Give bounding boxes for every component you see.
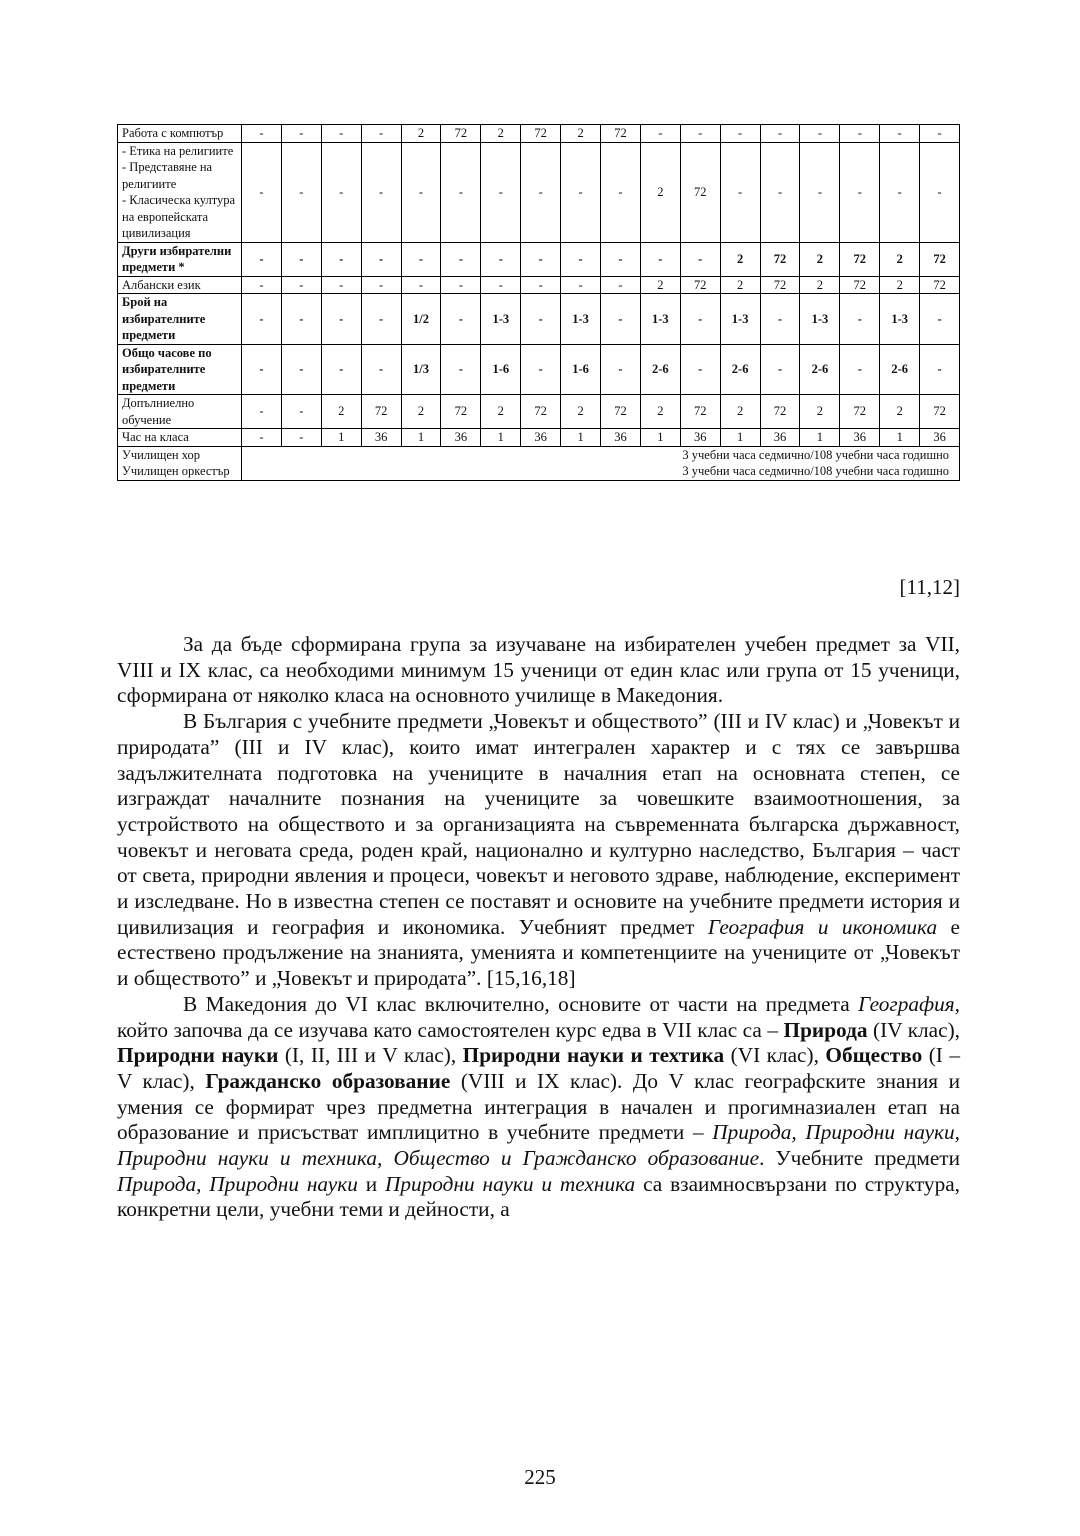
table-cell: 1 xyxy=(800,429,840,447)
table-cell: - xyxy=(401,242,441,276)
table-cell: - xyxy=(561,142,601,242)
table-row xyxy=(118,395,960,429)
table-cell: 2 xyxy=(640,276,680,294)
paragraph-1: За да бъде сформирана група за изучаване на избирателен учебен предмет за VII, VIII и IX клас, са необходими минимум 15 ученици от един клас или група от 15 ученици, сформирана от няколко класа на основното училище в Македония. xyxy=(117,632,960,708)
table-cell: - xyxy=(840,344,880,395)
table-cell: - xyxy=(401,142,441,242)
table-cell: - xyxy=(720,142,760,242)
page-number: 225 xyxy=(524,1465,556,1489)
table-cell: - xyxy=(361,294,401,345)
table-cell: - xyxy=(760,294,800,345)
table-cell: 2 xyxy=(481,125,521,143)
table-cell: 72 xyxy=(840,276,880,294)
table-cell: - xyxy=(601,294,641,345)
table-cell: 2 xyxy=(561,125,601,143)
table-cell: - xyxy=(481,242,521,276)
merged-cell xyxy=(242,446,960,480)
table-cell: - xyxy=(920,344,960,395)
table-cell: 2 xyxy=(720,395,760,429)
table-cell: 2-6 xyxy=(880,344,920,395)
table-cell: 2 xyxy=(401,125,441,143)
table-cell: 72 xyxy=(840,395,880,429)
table-cell: 72 xyxy=(680,276,720,294)
table-cell: 1-6 xyxy=(561,344,601,395)
table-row xyxy=(118,294,960,345)
table-cell: 2 xyxy=(800,395,840,429)
table-cell: - xyxy=(760,344,800,395)
table-cell: - xyxy=(521,294,561,345)
table-cell: 72 xyxy=(840,242,880,276)
table-cell: - xyxy=(481,276,521,294)
table-cell: - xyxy=(720,125,760,143)
table-cell: - xyxy=(601,276,641,294)
table-cell: - xyxy=(281,142,321,242)
table-cell: 2 xyxy=(880,276,920,294)
table-cell: - xyxy=(242,242,282,276)
curriculum-table xyxy=(117,124,960,481)
table-cell: - xyxy=(321,344,361,395)
table-cell: 2 xyxy=(880,395,920,429)
table-cell: - xyxy=(281,395,321,429)
table-cell: 1-3 xyxy=(880,294,920,345)
table-cell: - xyxy=(361,276,401,294)
table-cell: 72 xyxy=(521,125,561,143)
table-cell: - xyxy=(242,344,282,395)
table-cell: - xyxy=(321,242,361,276)
table-cell: 36 xyxy=(521,429,561,447)
table-cell: - xyxy=(840,142,880,242)
table-cell: - xyxy=(281,294,321,345)
table-cell: - xyxy=(321,125,361,143)
table-cell: - xyxy=(521,242,561,276)
table-cell: - xyxy=(242,142,282,242)
table-cell: - xyxy=(640,242,680,276)
table-cell: - xyxy=(800,142,840,242)
table-cell: 2 xyxy=(800,276,840,294)
table-cell: 72 xyxy=(441,125,481,143)
table-cell: 1 xyxy=(481,429,521,447)
table-cell: 1 xyxy=(720,429,760,447)
table-cell: 72 xyxy=(920,276,960,294)
table-row xyxy=(118,429,960,447)
table-cell: - xyxy=(441,276,481,294)
table-cell: 36 xyxy=(680,429,720,447)
table-cell: - xyxy=(361,142,401,242)
table-cell: - xyxy=(840,125,880,143)
paragraph-2: В България с учебните предмети „Човекът и обществото” (III и IV клас) и „Човекът и природата” (III и IV клас), които имат интегрален характер и с тях се завършва задължителната подготовка на учениците в началния етап на основната степен, се изграждат началните познания на учениците за човешките взаимоотношения, за устройството на обществото и за организацията на съвременната българска държавност, човекът и неговата среда, роден край, национално и културно наследство, България – част от света, природни явления и процеси, човекът и неговото здраве, наблюдение, експеримент и изследване. Но в известна степен се поставят и основите на учебните предмети история и цивилизация и география и икономика. Учебният предмет География и икономика е естествено продължение на знанията, уменията и компетенциите на учениците от „Човекът и обществото” и „Човекът и природата”. [15,16,18] xyxy=(117,709,960,991)
table-cell: - xyxy=(680,125,720,143)
row-label: Час на класа xyxy=(118,429,242,447)
table-row xyxy=(118,446,960,480)
table-cell: - xyxy=(361,242,401,276)
table-cell: 72 xyxy=(680,395,720,429)
table-cell: 36 xyxy=(920,429,960,447)
table-cell: 72 xyxy=(760,242,800,276)
table-cell: 72 xyxy=(361,395,401,429)
table-cell: 72 xyxy=(601,125,641,143)
table-row xyxy=(118,142,960,242)
table-cell: - xyxy=(441,142,481,242)
table-cell: 2-6 xyxy=(720,344,760,395)
paragraph-3: В Македония до VI клас включително, основите от части на предмета География, който започва да се изучава като самостоятелен курс едва в VII клас са – Природа (IV клас), Природни науки (I, II, III и V клас), Природни науки и техтика (VI клас), Общество (I – V клас), Гражданско образование (VIII и IX клас). До V клас географските знания и умения се формират чрез предметна интеграция в начален и прогимназиален етап на образование и присъстват имплицитно в учебните предмети – Природа, Природни науки, Природни науки и техника, Общество и Гражданско образование. Учебните предмети Природа, Природни науки и Природни науки и техника са взаимносвързани по структура, конкретни цели, учебни теми и дейности, а xyxy=(117,991,961,1222)
table-cell: 36 xyxy=(601,429,641,447)
table-cell: - xyxy=(880,142,920,242)
table-cell: - xyxy=(321,294,361,345)
table-cell: - xyxy=(281,429,321,447)
table-cell: - xyxy=(680,344,720,395)
table-cell: - xyxy=(242,294,282,345)
table-cell: 2 xyxy=(640,395,680,429)
table-cell: 2 xyxy=(720,242,760,276)
table-cell: - xyxy=(281,344,321,395)
table-cell: - xyxy=(601,344,641,395)
table-cell: 2 xyxy=(481,395,521,429)
table-cell: 1-3 xyxy=(561,294,601,345)
row-label: Други избирателни предмети * xyxy=(118,242,242,276)
table-cell: 1 xyxy=(401,429,441,447)
table-cell: 2 xyxy=(640,142,680,242)
table-cell: - xyxy=(800,125,840,143)
table-cell: 72 xyxy=(920,395,960,429)
table-cell: - xyxy=(281,125,321,143)
table-cell: 36 xyxy=(840,429,880,447)
table-cell: - xyxy=(321,276,361,294)
table-cell: 72 xyxy=(760,395,800,429)
table-cell: - xyxy=(441,344,481,395)
table-cell: - xyxy=(601,242,641,276)
merged-cell-line: 3 учебни часа седмично/108 учебни часа годишно xyxy=(682,447,950,462)
table-cell: - xyxy=(601,142,641,242)
row-label: Общо часове по избирателните предмети xyxy=(118,344,242,395)
table-cell: 2-6 xyxy=(800,344,840,395)
table-cell: - xyxy=(481,142,521,242)
table-cell: 1-3 xyxy=(800,294,840,345)
table-cell: - xyxy=(920,125,960,143)
table-cell: - xyxy=(880,125,920,143)
row-label: Албански език xyxy=(118,276,242,294)
table-cell: - xyxy=(321,142,361,242)
table-cell: 1 xyxy=(321,429,361,447)
table-cell: 72 xyxy=(760,276,800,294)
table-cell: 36 xyxy=(760,429,800,447)
table-cell: - xyxy=(242,395,282,429)
table-reference: [11,12] xyxy=(899,575,960,599)
table-cell: 1-6 xyxy=(481,344,521,395)
table-cell: - xyxy=(640,125,680,143)
table-cell: - xyxy=(441,294,481,345)
table-cell: 1 xyxy=(640,429,680,447)
table-cell: 1-3 xyxy=(640,294,680,345)
table-cell: 1/2 xyxy=(401,294,441,345)
table-cell: - xyxy=(920,142,960,242)
table-cell: 2 xyxy=(800,242,840,276)
table-cell: - xyxy=(441,242,481,276)
body-text xyxy=(117,632,960,1223)
table-cell: 72 xyxy=(680,142,720,242)
table-cell: 1 xyxy=(880,429,920,447)
row-label: Работа с компютър xyxy=(118,125,242,143)
table-cell: - xyxy=(361,125,401,143)
table-cell: 1/3 xyxy=(401,344,441,395)
table-row xyxy=(118,276,960,294)
table-cell: - xyxy=(281,242,321,276)
merged-cell-line: 3 учебни часа седмично/108 учебни часа годишно xyxy=(682,464,950,478)
table-row xyxy=(118,344,960,395)
table-cell: - xyxy=(521,344,561,395)
table-cell: - xyxy=(521,276,561,294)
table-cell: - xyxy=(281,276,321,294)
table-cell: 2 xyxy=(321,395,361,429)
table-cell: - xyxy=(680,294,720,345)
table-cell: 1-3 xyxy=(481,294,521,345)
row-label: - Етика на религиите - Представяне на религиите - Класическа култура на европейската цивилизация xyxy=(118,142,242,242)
row-label: Брой на избирателните предмети xyxy=(118,294,242,345)
table-cell: - xyxy=(760,125,800,143)
row-label: Училищен хор Училищен оркестър xyxy=(118,446,242,480)
table-cell: 2-6 xyxy=(640,344,680,395)
table-cell: - xyxy=(242,125,282,143)
table-cell: - xyxy=(840,294,880,345)
table-cell: 2 xyxy=(720,276,760,294)
table-cell: 36 xyxy=(361,429,401,447)
table-cell: - xyxy=(561,242,601,276)
table-cell: 72 xyxy=(920,242,960,276)
table-cell: 1 xyxy=(561,429,601,447)
table-cell: 72 xyxy=(521,395,561,429)
table-cell: 2 xyxy=(561,395,601,429)
table-cell: - xyxy=(361,344,401,395)
table-cell: 36 xyxy=(441,429,481,447)
table-cell: - xyxy=(242,276,282,294)
table-row xyxy=(118,125,960,143)
table-cell: 72 xyxy=(441,395,481,429)
table-cell: - xyxy=(760,142,800,242)
table-cell: 72 xyxy=(601,395,641,429)
table-cell: - xyxy=(521,142,561,242)
table-cell: - xyxy=(401,276,441,294)
table-cell: - xyxy=(680,242,720,276)
table-row xyxy=(118,242,960,276)
table-cell: - xyxy=(242,429,282,447)
table-cell: 2 xyxy=(880,242,920,276)
row-label: Допълниелно обучение xyxy=(118,395,242,429)
table-cell: - xyxy=(561,276,601,294)
table-cell: 1-3 xyxy=(720,294,760,345)
table-cell: 2 xyxy=(401,395,441,429)
table-cell: - xyxy=(920,294,960,345)
